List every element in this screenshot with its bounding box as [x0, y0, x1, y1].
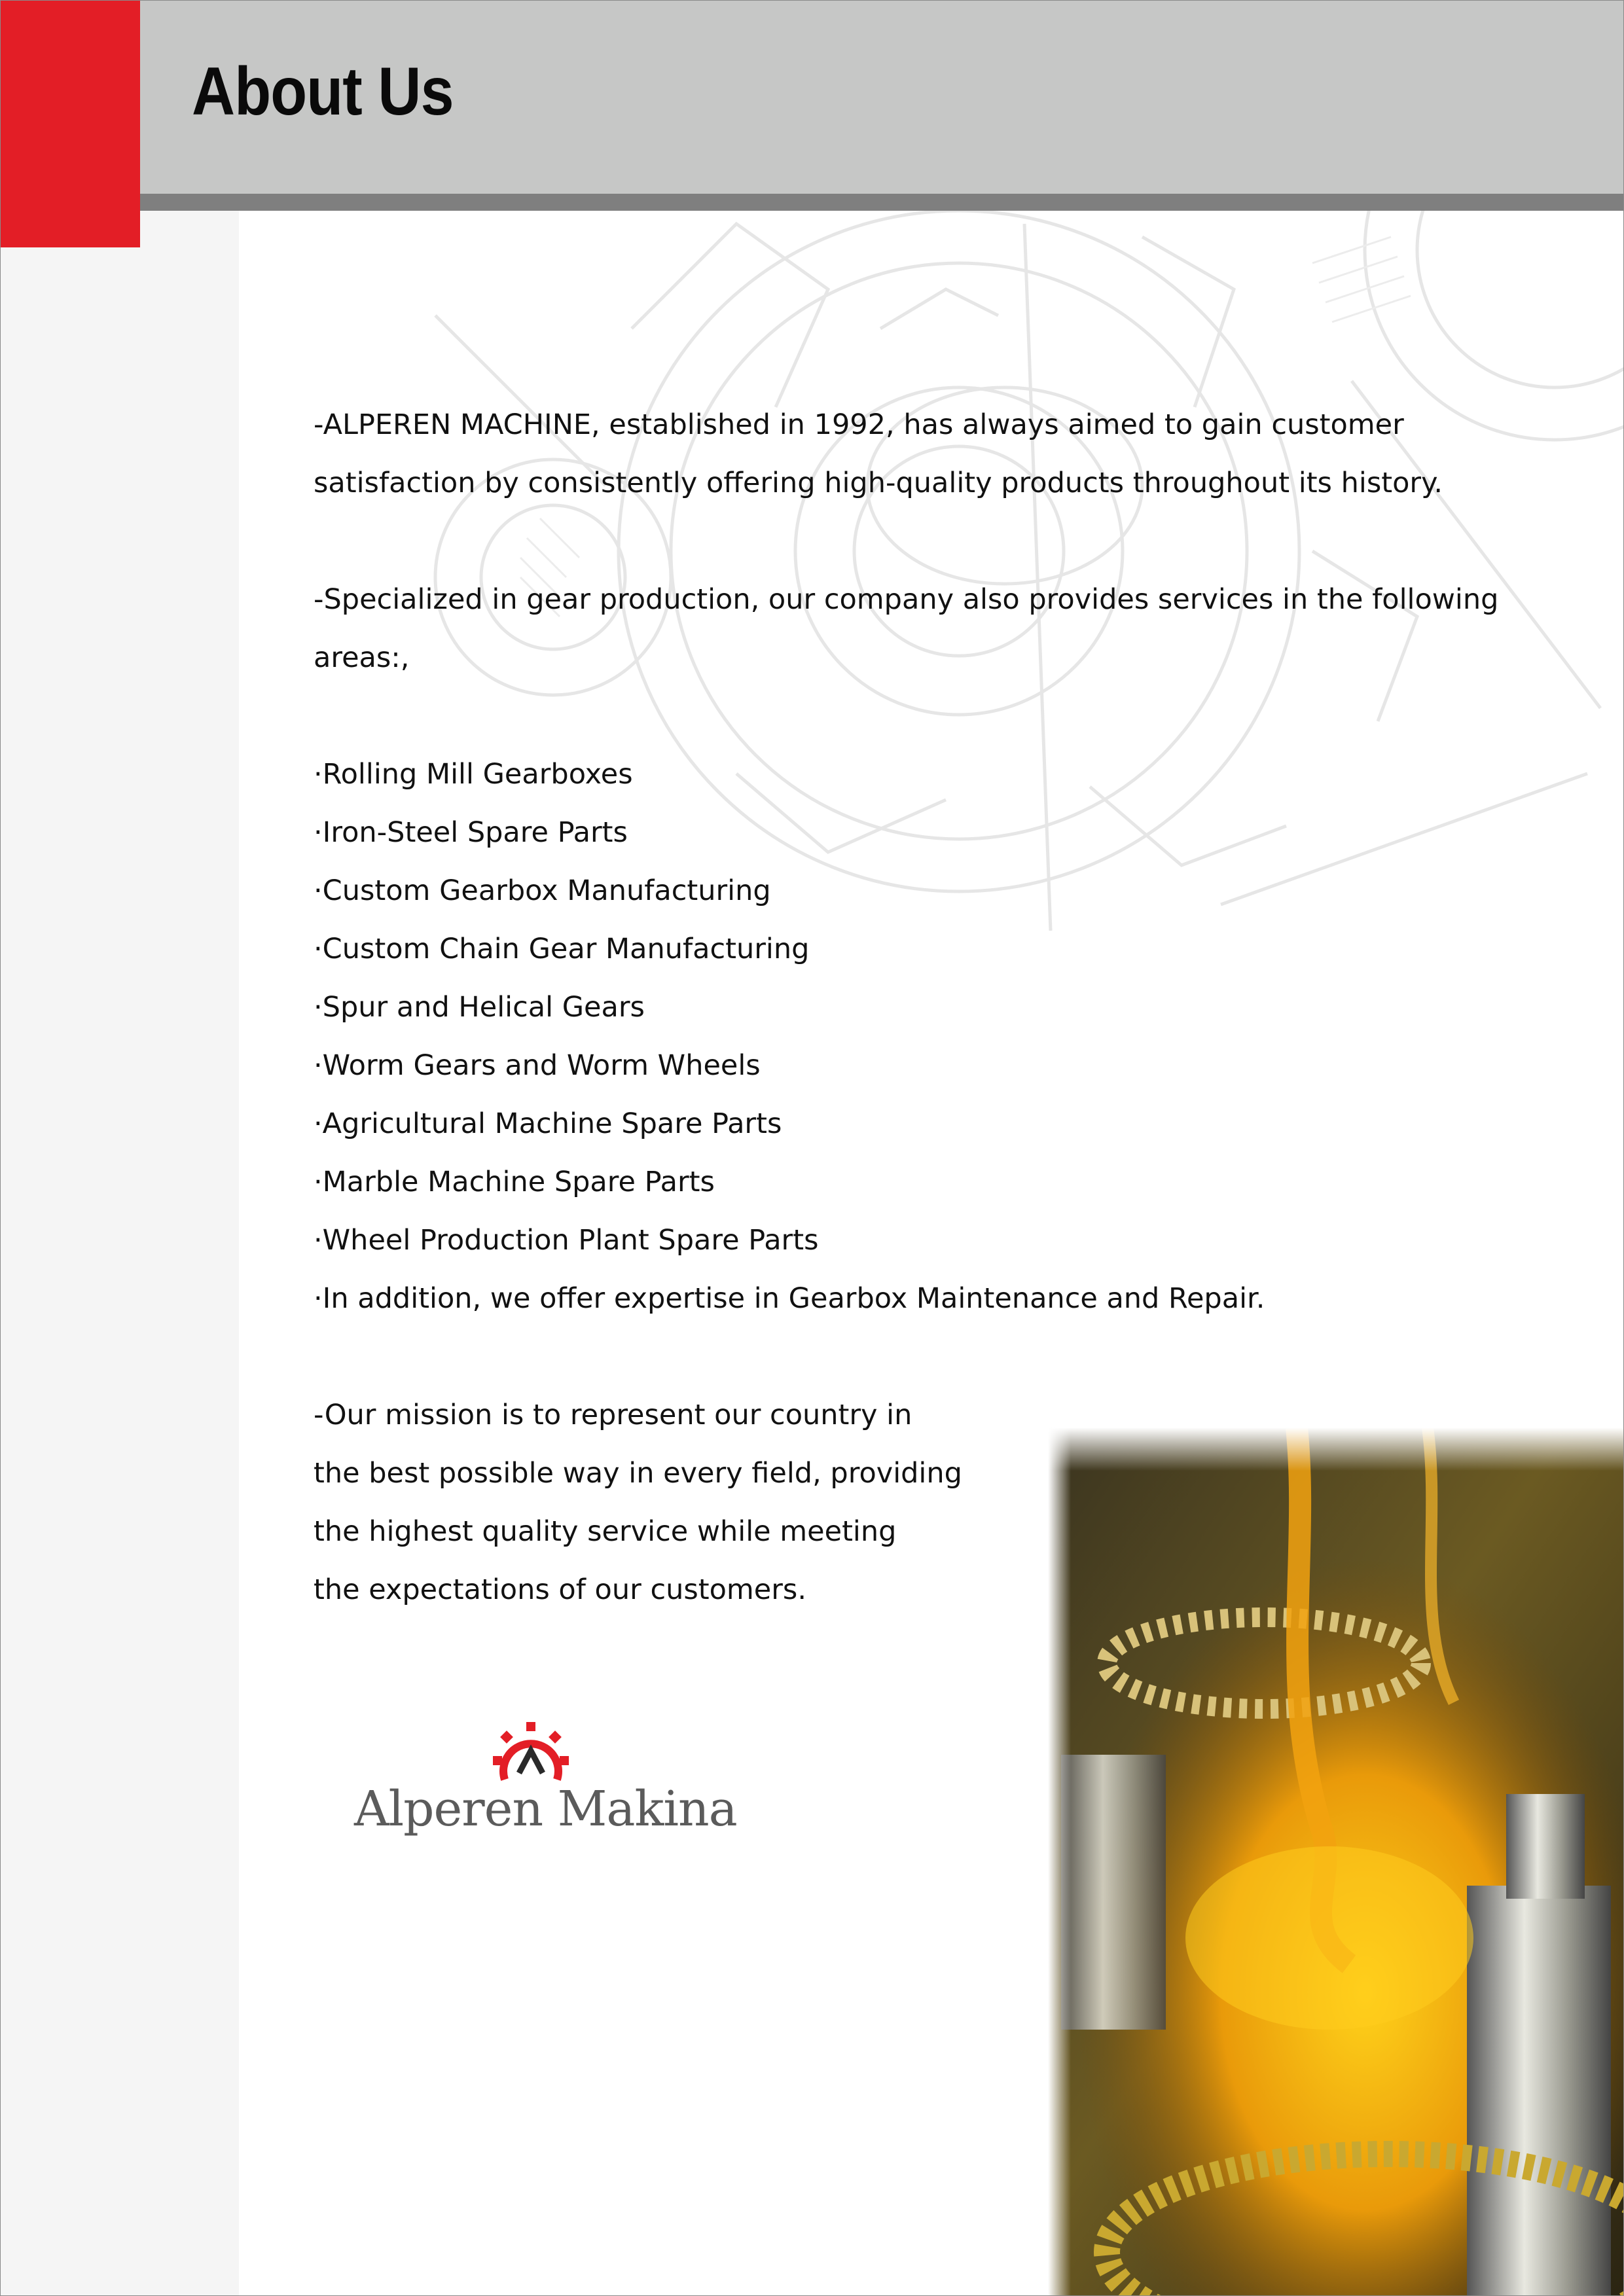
service-item: ·Spur and Helical Gears — [314, 991, 645, 1024]
service-item: ·Iron-Steel Spare Parts — [314, 816, 628, 849]
service-item: ·Rolling Mill Gearboxes — [314, 758, 633, 791]
page-title: About Us — [192, 54, 454, 130]
service-item: ·Agricultural Machine Spare Parts — [314, 1107, 782, 1140]
service-item: ·Custom Gearbox Manufacturing — [314, 874, 771, 907]
paragraph-spacer — [314, 1328, 1544, 1386]
intro-line: -ALPEREN MACHINE, established in 1992, has always aimed to gain customer — [314, 408, 1404, 441]
service-item: ·Worm Gears and Worm Wheels — [314, 1049, 761, 1082]
specialization-line: -Specialized in gear production, our company also provides services in the following — [314, 583, 1499, 616]
red-accent-block — [1, 1, 140, 247]
left-margin-strip — [1, 1, 239, 2296]
service-item: ·In addition, we offer expertise in Gearbox Maintenance and Repair. — [314, 1282, 1265, 1315]
paragraph-spacer — [314, 512, 1544, 571]
paragraph-spacer — [314, 687, 1544, 745]
service-item: ·Wheel Production Plant Spare Parts — [314, 1224, 819, 1257]
oiled-gears-photo — [1048, 1427, 1624, 2296]
intro-line: satisfaction by consistently offering high-quality products throughout its history. — [314, 467, 1443, 499]
service-item: ·Custom Chain Gear Manufacturing — [314, 933, 810, 965]
mission-line: -Our mission is to represent our country in — [314, 1399, 912, 1431]
gear-logo-icon — [492, 1722, 570, 1787]
header-divider — [140, 194, 1624, 211]
service-item: ·Marble Machine Spare Parts — [314, 1166, 715, 1198]
logo-wordmark: Alperen Makina — [354, 1781, 737, 1837]
company-logo — [354, 1715, 737, 1859]
specialization-line: areas:, — [314, 641, 410, 674]
services-list — [314, 745, 1544, 1328]
mission-line: the highest quality service while meeting — [314, 1515, 897, 1548]
mission-line: the expectations of our customers. — [314, 1573, 807, 1606]
mission-line: the best possible way in every field, providing — [314, 1457, 962, 1490]
